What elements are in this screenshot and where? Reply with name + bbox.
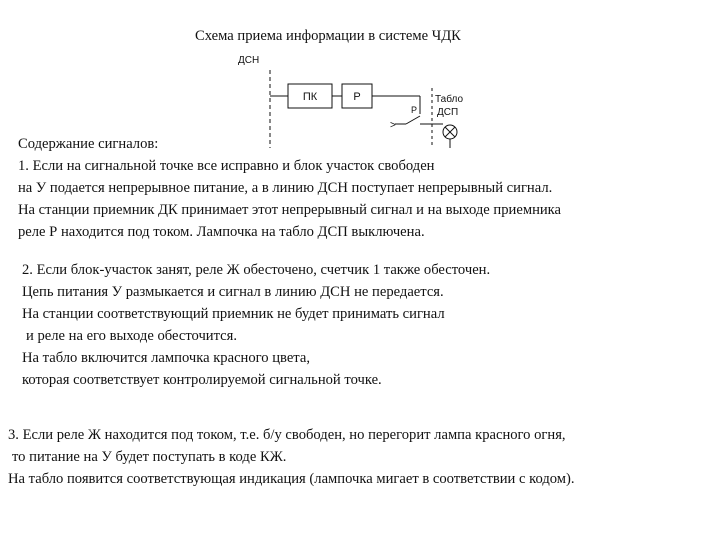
- signals-heading: Содержание сигналов:: [18, 136, 159, 152]
- relay-contact-label: Р: [411, 105, 418, 115]
- signal-reception-diagram: [230, 48, 480, 148]
- diagram-title: Схема приема информации в системе ЧДК: [195, 28, 461, 44]
- section1-line: на У подается непрерывное питание, а в линию ДСН поступает непрерывный сигнал.: [18, 180, 553, 196]
- r-block-label: Р: [353, 91, 361, 103]
- section2-line: и реле на его выходе обесточится.: [26, 328, 237, 344]
- source-marker: >: [390, 120, 396, 131]
- section1-line: На станции приемник ДК принимает этот непрерывный сигнал и на выходе приемника: [18, 202, 562, 218]
- section1-line: 1. Если на сигнальной точке все исправно и блок участок свободен: [18, 158, 435, 174]
- board-label-2: ДСП: [437, 107, 459, 118]
- section3-line: то питание на У будет поступать в коде КЖ.: [12, 449, 287, 465]
- section2-line: На станции соответствующий приемник не будет принимать сигнал: [22, 306, 445, 322]
- section2-line: 2. Если блок-участок занят, реле Ж обесточено, счетчик 1 также обесточен.: [22, 262, 491, 278]
- board-label-1: Табло: [435, 94, 464, 105]
- relay-contact: [406, 116, 420, 124]
- section2-line: На табло включится лампочка красного цвета,: [22, 350, 310, 366]
- section2-line: которая соответствует контролируемой сигнальной точке.: [22, 372, 382, 388]
- line-label-dsn: ДСН: [238, 55, 260, 66]
- section3-line: На табло появится соответствующая индикация (лампочка мигает в соответствии с кодом).: [8, 471, 575, 487]
- section1-line: реле Р находится под током. Лампочка на табло ДСП выключена.: [18, 224, 425, 240]
- section3-line: 3. Если реле Ж находится под током, т.е. б/у свободен, но перегорит лампа красного огня,: [8, 427, 566, 443]
- section2-line: Цепь питания У размыкается и сигнал в линию ДСН не передается.: [22, 284, 444, 300]
- pk-block-label: ПК: [302, 91, 318, 103]
